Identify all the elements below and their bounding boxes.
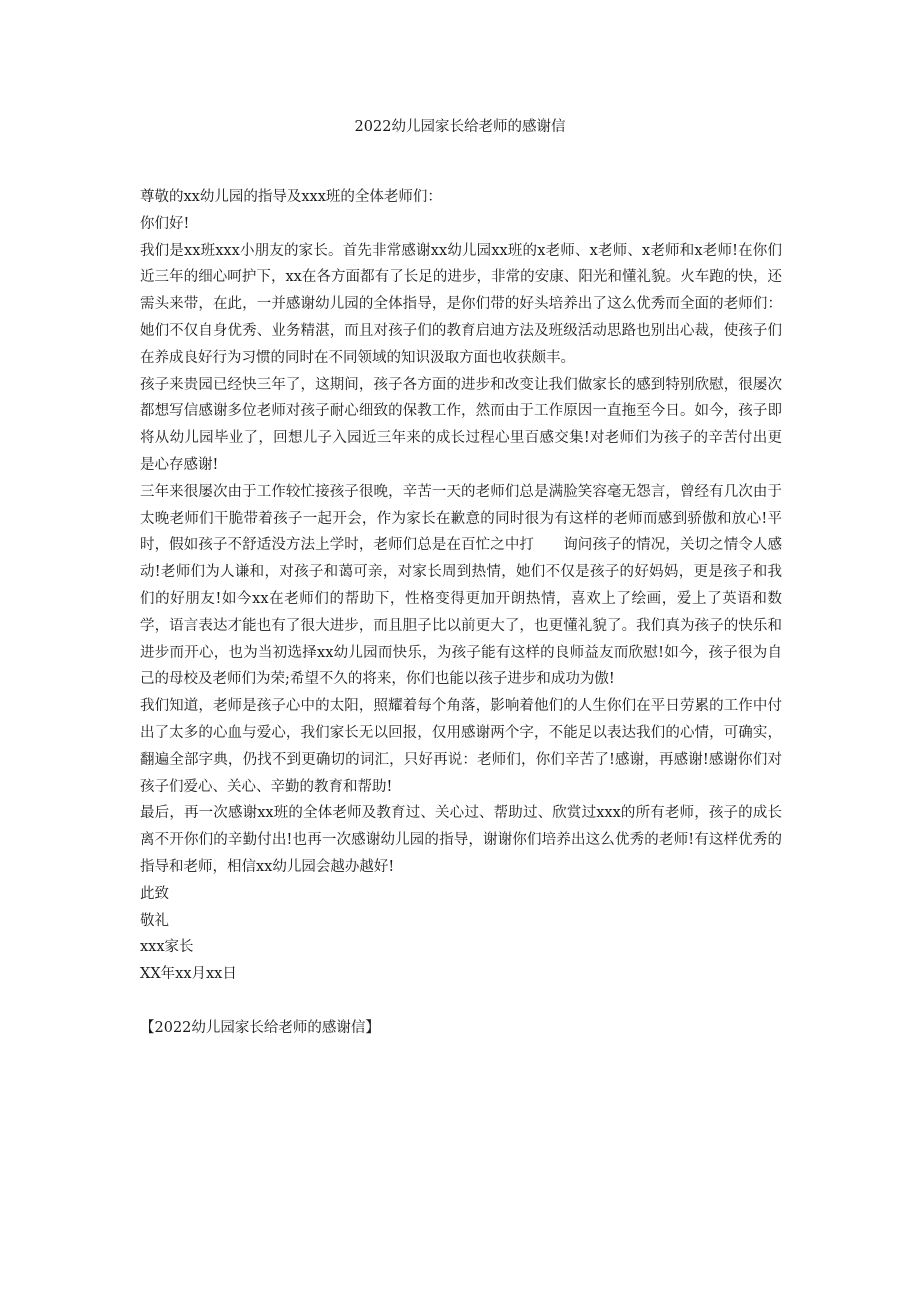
greeting: 你们好!: [140, 215, 190, 232]
spacer: [140, 988, 782, 1015]
closing-line: 此致: [140, 885, 169, 902]
paragraph: 孩子来贵园已经快三年了，这期间，孩子各方面的进步和改变让我们做家长的感到特别欣慰，很屡次都想写信感谢多位老师对孩子耐心细致的保教工作，然而由于工作原因一直拖至今日。如今，孩子即将从幼儿园毕业了，回想儿子入园近三年来的成长过程心里百感交集!对老师们为孩子的辛苦付出更是心存感谢!: [140, 376, 782, 473]
document-title: 2022幼儿园家长给老师的感谢信: [354, 119, 566, 135]
paragraph: 最后，再一次感谢xx班的全体老师及教育过、关心过、帮助过、欣赏过xxx的所有老师，孩子的成长离不开你们的辛勤付出!也再一次感谢幼儿园的指导，谢谢你们培养出这么优秀的老师!有这样优秀的指导和老师，相信xx幼儿园会越办越好!: [140, 805, 782, 875]
footer-title: 【2022幼儿园家长给老师的感谢信】: [140, 1019, 380, 1036]
date: XX年xx月xx日: [140, 966, 237, 983]
closing-line: 敬礼: [140, 912, 169, 929]
paragraph: 三年来很屡次由于工作较忙接孩子很晚，辛苦一天的老师们总是满脸笑容毫无怨言，曾经有几次由于太晚老师们干脆带着孩子一起开会，作为家长在歉意的同时很为有这样的老师而感到骄傲和放心!平时，假如孩子不舒适没方法上学时，老师们总是在百忙之中打 询问孩子的情况，关切之情令人感动!老师们为人谦和，对孩子和蔼可亲，对家长周到热情，她们不仅是孩子的好妈妈，更是孩子和我们的好朋友!如今xx在老师们的帮助下，性格变得更加开朗热情，喜欢上了绘画，爱上了英语和数学，语言表达才能也有了很大进步，而且胆子比以前更大了，也更懂礼貌了。我们真为孩子的快乐和进步而开心，也为当初选择xx幼儿园而快乐，为孩子能有这样的良师益友而欣慰!如今，孩子很为自己的母校及老师们为荣;希望不久的将来，你们也能以孩子进步和成功为傲!: [140, 483, 782, 688]
paragraph: 我们是xx班xxx小朋友的家长。首先非常感谢xx幼儿园xx班的x老师、x老师、x老师和x老师!在你们近三年的细心呵护下，xx在各方面都有了长足的进步，非常的安康、阳光和懂礼貌。火车跑的快，还需头来带，在此，一并感谢幼儿园的全体指导，是你们带的好头培养出了这么优秀而全面的老师们：她们不仅自身优秀、业务精湛，而且对孩子们的教育启迪方法及班级活动思路也别出心裁，使孩子们在养成良好行为习惯的同时在不同领域的知识汲取方面也收获颇丰。: [140, 242, 782, 366]
letter-body: [140, 184, 782, 1042]
paragraph: 我们知道，老师是孩子心中的太阳，照耀着每个角落，影响着他们的人生你们在平日劳累的工作中付出了太多的心血与爱心，我们家长无以回报，仅用感谢两个字，不能足以表达我们的心情，可确实，翻遍全部字典，仍找不到更确切的词汇，只好再说：老师们，你们辛苦了!感谢，再感谢!感谢你们对孩子们爱心、关心、辛勤的教育和帮助!: [140, 698, 782, 795]
salutation: 尊敬的xx幼儿园的指导及xxx班的全体老师们：: [140, 189, 442, 205]
signature: xxx家长: [140, 939, 194, 956]
